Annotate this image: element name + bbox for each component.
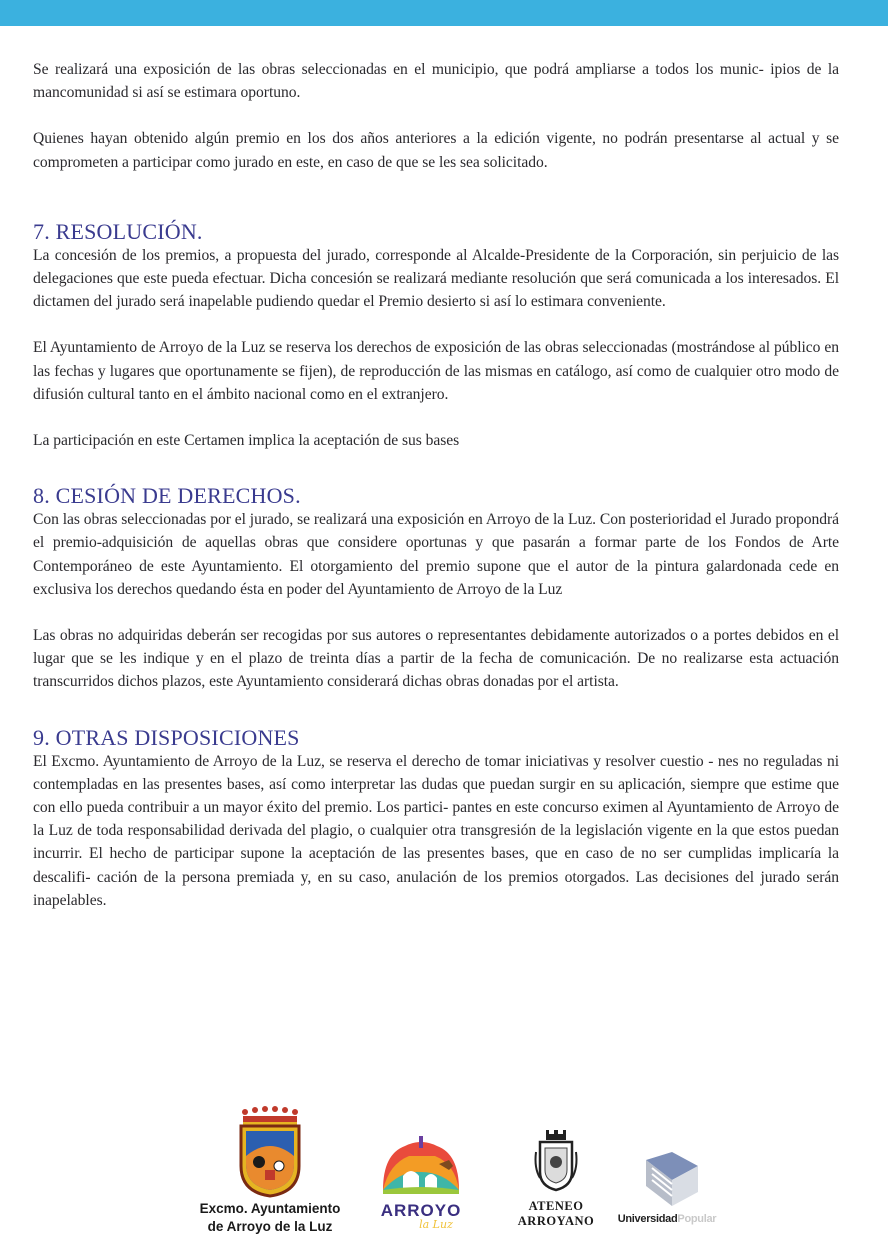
universidad-word: Universidad [617,1213,678,1225]
la-luz-script: la Luz [419,1218,453,1231]
section-8-heading: 8. CESIÓN DE DERECHOS. [33,483,301,509]
top-color-bar [0,0,888,26]
section-7-paragraph-3: La participación en este Certamen implica la aceptación de sus bases [33,432,460,450]
intro-paragraph-2: Quienes hayan obtenido algún premio en los dos años anteriores a la edición vigente, no podrán presentarse al actual y se comprometen a participar como jurado en este, en caso de que se les sea solicitado. [33,130,839,171]
universidad-popular-book-icon [632,1150,702,1208]
section-9-heading: 9. OTRAS DISPOSICIONES [33,724,300,750]
document-body [33,58,839,912]
section-7-heading: 7. RESOLUCIÓN. [33,218,203,244]
ayuntamiento-caption-line-2: de Arroyo de la Luz [207,1219,333,1234]
ayuntamiento-logo [190,1106,350,1234]
section-8-paragraph-2: Las obras no adquiridas deberán ser recogidas por sus autores o representantes debidamente autorizados o a portes debidos en el lugar que se les indique y en el plazo de treinta días a partir de la fecha de comunicación. De no realizarse esta actuación transcurridos dichos plazos, este Ayuntamiento considerará dichas obras donadas por el artista. [33,627,839,691]
arroyo-wordmark: ARROYO [380,1201,462,1220]
ateneo-arroyano-logo [506,1128,606,1233]
sponsor-logos [0,1100,888,1240]
ateneo-caption-line-2: ARROYANO [517,1214,595,1228]
section-7-paragraph-1: La concesión de los premios, a propuesta del jurado, corresponde al Alcalde-Presidente de la Corporación, sin perjuicio de las delegaciones que este pueda efectuar. Dicha concesión se realizará mediante resolución que será comunicada a los interesados. El dictamen del jurado será inapelable pudiendo quedar el Premio desierto si así lo estimara conveniente. [33,246,839,311]
coat-of-arms-icon [235,1106,305,1198]
arroyo-arch-icon [379,1130,463,1198]
universidad-popular-caption [612,1213,722,1225]
section-7-paragraph-2: El Ayuntamiento de Arroyo de la Luz se reserva los derechos de exposición de las obras seleccionadas (mostrándose al público en las fechas y lugares que oportunamente se fijen), de reproducción de las mismas en catálogo, así como de cualquier otro modo de difusión cultural tanto en el ámbito nacional como en el extranjero. [33,339,839,403]
ateneo-caption-line-1: ATENEO [528,1199,584,1213]
intro-paragraph-1: Se realizará una exposición de las obras seleccionadas en el municipio, que podrá ampliarse a todos los munic- ipios de la mancomunidad si así se estimara oportuno. [33,61,839,102]
section-8-paragraph-1: Con las obras seleccionadas por el jurado, se realizará una exposición en Arroyo de la Luz. Con posterioridad el Jurado propondrá el premio-adquisición de aquellas obras que considere oportunas y que pasarán a formar parte de los Fondos de Arte Contemporáneo de este Ayuntamiento. El otorgamiento del premio supone que el autor de la pintura galardonada cede en exclusiva los derechos quedando ésta en poder del Ayuntamiento de Arroyo de la Luz [33,511,839,598]
ateneo-crest-icon [532,1128,580,1194]
section-9-paragraph-1: El Excmo. Ayuntamiento de Arroyo de la Luz, se reserva el derecho de tomar iniciativas y resolver cuestio - nes no reguladas ni contempladas en las presentes bases, así como interpretar las dudas que puedan surgir en su aplicación, siempre que estime que con ello pueda contribuir a un mayor éxito del premio. Los partici- pantes en este concurso eximen al Ayuntamiento de Arroyo de la Luz de toda responsabilidad derivada del plagio, o cualquier otra transgresión de la legislación vigente en la que estos puedan incurrir. El hecho de participar supone la aceptación de las presentes bases, que en caso de no ser cumplidas implicaría la descalifi- cación de la persona premiada y, en su caso, anulación de los premios otorgados. Las decisiones del jurado serán inapelables. [33,752,839,909]
arroyo-la-luz-logo [376,1130,466,1235]
popular-word: Popular [677,1213,717,1225]
universidad-popular-logo [612,1150,722,1230]
ayuntamiento-caption-line-1: Excmo. Ayuntamiento [199,1201,341,1216]
